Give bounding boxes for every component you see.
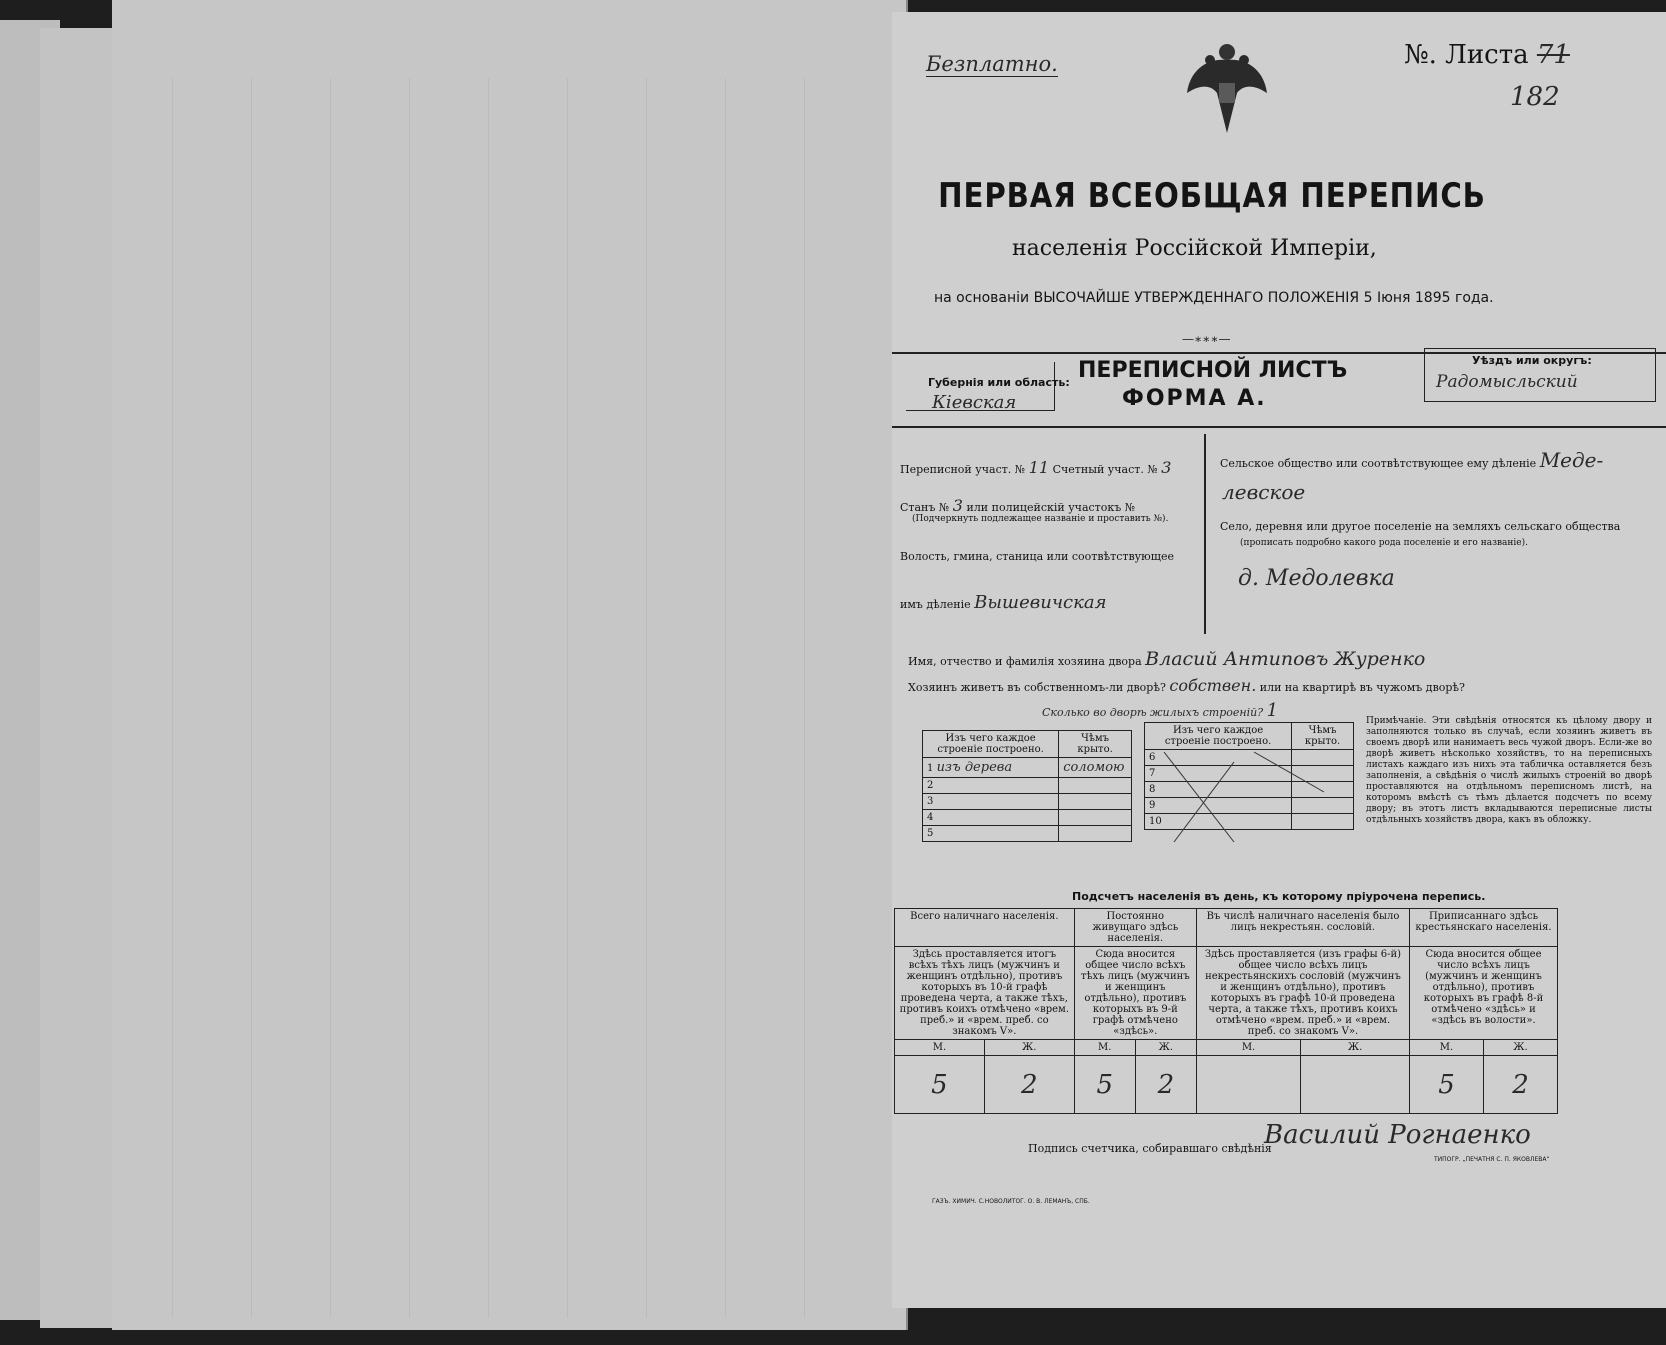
main-title: ПЕРВАЯ ВСЕОБЩАЯ ПЕРЕПИСЬ xyxy=(938,176,1486,216)
m-label: М. xyxy=(1196,1040,1300,1056)
non-peasant-f xyxy=(1301,1056,1410,1114)
total-f: 2 xyxy=(984,1056,1074,1114)
society-label: Сельское общество или соотвѣтствующее ему дѣленіе xyxy=(1220,457,1537,470)
imprint-right: ТИПОГР. „ПЕЧАТНЯ С. П. ЯКОВЛЕВА“ xyxy=(1434,1156,1550,1163)
volost-label-2: имъ дѣленіе xyxy=(900,598,971,611)
table-row xyxy=(923,758,1132,778)
col-material: Изъ чего каждое строеніе построено. xyxy=(923,731,1059,758)
count-section-label: Счетный участ. № xyxy=(1052,463,1158,476)
census-section-value: 11 xyxy=(1028,458,1050,477)
col-peasant: Приписаннаго здѣсь крестьянскаго населенія. xyxy=(1410,909,1558,947)
sheet-no-value: 71 xyxy=(1536,40,1570,70)
count-section-value: 3 xyxy=(1161,458,1172,477)
village-label: Село, деревня или другое поселеніе на земляхъ сельскаго общества xyxy=(1220,520,1621,533)
col-roof: Чѣмъ крыто. xyxy=(1292,723,1354,750)
society-value-2: левское xyxy=(1222,480,1306,504)
stan-row xyxy=(900,496,1135,515)
village-note: (прописать подробно какого рода поселеніе и его названіе). xyxy=(1240,538,1528,548)
population-title: Подсчетъ населенія въ день, къ которому пріурочена перепись. xyxy=(1072,890,1486,903)
row-number: 8 xyxy=(1145,782,1292,798)
subtitle: населенія Россійской Имперіи, xyxy=(1012,236,1377,261)
desc-permanent: Сюда вносится общее число всѣхъ тѣхъ лицъ (мужчинъ и женщинъ отдѣльно), противъ которыхъ въ 9-й графѣ отмѣчено «здѣсь». xyxy=(1074,947,1196,1040)
row-number: 9 xyxy=(1145,798,1292,814)
permanent-f: 2 xyxy=(1135,1056,1196,1114)
owner-lives-value: собствен. xyxy=(1169,676,1257,695)
guberniya-value: Кіевская xyxy=(932,392,1017,413)
divider xyxy=(1204,434,1206,634)
signature-label: Подпись счетчика, собиравшаго свѣдѣнія xyxy=(1028,1142,1272,1155)
ornament: —∗∗∗— xyxy=(1182,332,1231,346)
row-number: 7 xyxy=(1145,766,1292,782)
society-value-1: Меде- xyxy=(1539,448,1604,472)
buildings-row xyxy=(1042,700,1278,721)
society-row xyxy=(1220,448,1603,472)
table-row xyxy=(923,794,1132,810)
crossed-out-mark xyxy=(1154,742,1344,852)
col-material: Изъ чего каждое строеніе построено. xyxy=(1145,723,1292,750)
sheet-title: ПЕРЕПИСНОЙ ЛИСТЪ xyxy=(1078,358,1348,383)
bleed-through-grid xyxy=(172,78,863,1318)
col-roof: Чѣмъ крыто. xyxy=(1059,731,1132,758)
row-number: 4 xyxy=(923,810,1059,826)
census-section-label: Переписной участ. № xyxy=(900,463,1026,476)
row-number: 5 xyxy=(923,826,1059,842)
buildings-label: Сколько во дворѣ жилыхъ строеній? xyxy=(1042,706,1264,719)
owner-lives-label-2: или на квартирѣ въ чужомъ дворѣ? xyxy=(1259,681,1465,694)
page-stack-edge xyxy=(40,28,116,1328)
sheet-number xyxy=(1404,40,1570,70)
col-non-peasant: Въ числѣ наличнаго населенія было лицъ некрестьян. сословій. xyxy=(1196,909,1409,947)
note-text: Примѣчаніе. Эти свѣдѣнія относятся къ цѣлому двору и заполняются только въ случаѣ, если хозяинъ живетъ въ своемъ дворѣ или нанимаетъ весь чужой дворъ. Если-же во дворѣ живетъ нѣсколько хозяйствъ, то на переписныхъ листахъ каждаго изъ нихъ эта табличка оставляется безъ заполненія, а свѣдѣнія о числѣ жилыхъ строеній во дворѣ проставляются на отдѣльномъ переписномъ листѣ, на которомъ вмѣстѣ съ тѣмъ дѣлается подсчетъ по всему двору; въ этотъ листъ вкладываются переписные листы отдѣльныхъ хозяйствъ двора, какъ въ обложку. xyxy=(1366,716,1652,825)
guberniya-label: Губернія или область: xyxy=(928,376,1070,389)
peasant-f: 2 xyxy=(1483,1056,1557,1114)
row-number: 6 xyxy=(1145,750,1292,766)
volost-row xyxy=(900,592,1107,613)
double-headed-eagle-icon xyxy=(1182,38,1272,138)
table-row xyxy=(923,810,1132,826)
legal-basis: на основаніи ВЫСОЧАЙШЕ УТВЕРЖДЕННАГО ПОЛОЖЕНІЯ 5 Іюня 1895 года. xyxy=(934,290,1494,306)
owner-lives-row xyxy=(908,676,1465,695)
f-label: Ж. xyxy=(1135,1040,1196,1056)
uezd-value: Радомысльский xyxy=(1436,372,1578,392)
row-number: 10 xyxy=(1145,814,1292,830)
table-row xyxy=(923,778,1132,794)
sheet-no-handwritten: 182 xyxy=(1510,82,1560,112)
census-section xyxy=(900,458,1171,477)
volost-value: Вышевичская xyxy=(974,592,1107,613)
population-table xyxy=(894,908,1558,1114)
roof-cell: соломою xyxy=(1059,758,1132,778)
col-permanent: Постоянно живущаго здѣсь населенія. xyxy=(1074,909,1196,947)
buildings-table-left xyxy=(922,730,1132,842)
owner-lives-label: Хозяинъ живетъ въ собственномъ-ли дворѣ? xyxy=(908,681,1166,694)
row-number: 3 xyxy=(923,794,1059,810)
census-form-page xyxy=(892,12,1666,1308)
f-label: Ж. xyxy=(1483,1040,1557,1056)
total-m: 5 xyxy=(895,1056,985,1114)
f-label: Ж. xyxy=(984,1040,1074,1056)
permanent-m: 5 xyxy=(1074,1056,1135,1114)
stan-note: (Подчеркнуть подлежащее названіе и проставить №). xyxy=(912,514,1169,524)
col-total: Всего наличнаго населенія. xyxy=(895,909,1075,947)
f-label: Ж. xyxy=(1301,1040,1410,1056)
village-value: д. Медолевка xyxy=(1238,566,1395,591)
owner-name-value: Власий Антиповъ Журенко xyxy=(1145,648,1426,670)
buildings-value: 1 xyxy=(1266,700,1279,721)
peasant-m: 5 xyxy=(1410,1056,1484,1114)
volost-label: Волость, гмина, станица или соотвѣтствующее xyxy=(900,550,1174,563)
m-label: М. xyxy=(1410,1040,1484,1056)
desc-peasant: Сюда вносится общее число всѣхъ лицъ (мужчинъ и женщинъ отдѣльно), противъ которыхъ въ графѣ 8-й отмѣчено «здѣсь» и «здѣсь въ волости». xyxy=(1410,947,1558,1040)
non-peasant-m xyxy=(1196,1056,1300,1114)
row-number: 2 xyxy=(923,778,1059,794)
m-label: М. xyxy=(895,1040,985,1056)
signature-value: Василий Рогнаенко xyxy=(1264,1120,1531,1150)
left-page xyxy=(112,0,908,1330)
owner-name-row xyxy=(908,648,1425,670)
m-label: М. xyxy=(1074,1040,1135,1056)
material-cell: изъ дерева xyxy=(936,760,1013,775)
table-row xyxy=(923,826,1132,842)
free-label: Безплатно. xyxy=(926,52,1058,76)
owner-name-label: Имя, отчество и фамилія хозяина двора xyxy=(908,655,1142,668)
rule xyxy=(892,426,1666,428)
desc-non-peasant: Здѣсь проставляется (изъ графы 6-й) общее число всѣхъ лицъ некрестьянскихъ сословій (мужчинъ и женщинъ отдѣльно), противъ которыхъ въ графѣ 10-й проведена черта, а также тѣхъ, противъ коихъ отмѣчено «врем. преб.» и «врем. преб. со знакомъ V». xyxy=(1196,947,1409,1040)
form-label: ФОРМА А. xyxy=(1122,386,1267,411)
desc-total: Здѣсь проставляется итогъ всѣхъ тѣхъ лицъ (мужчинъ и женщинъ отдѣльно), противъ которыхъ въ 10-й графѣ проведена черта, а также тѣхъ, противъ коихъ отмѣчено «врем. преб.» и «врем. преб. со знакомъ V». xyxy=(895,947,1075,1040)
stan-label: Станъ № xyxy=(900,501,950,514)
row-number: 1 xyxy=(927,763,934,774)
uezd-label: Уѣздъ или округъ: xyxy=(1472,354,1592,367)
police-label: или полицейскій участокъ № xyxy=(966,501,1136,514)
sheet-no-label: №. Листа xyxy=(1404,40,1529,70)
imprint-left: ГАЗЪ. ХИМИЧ. С.НОВОЛИТОГ. О. В. ЛЕМАНЪ, СПБ. xyxy=(932,1198,1090,1205)
stan-value: 3 xyxy=(952,496,963,515)
